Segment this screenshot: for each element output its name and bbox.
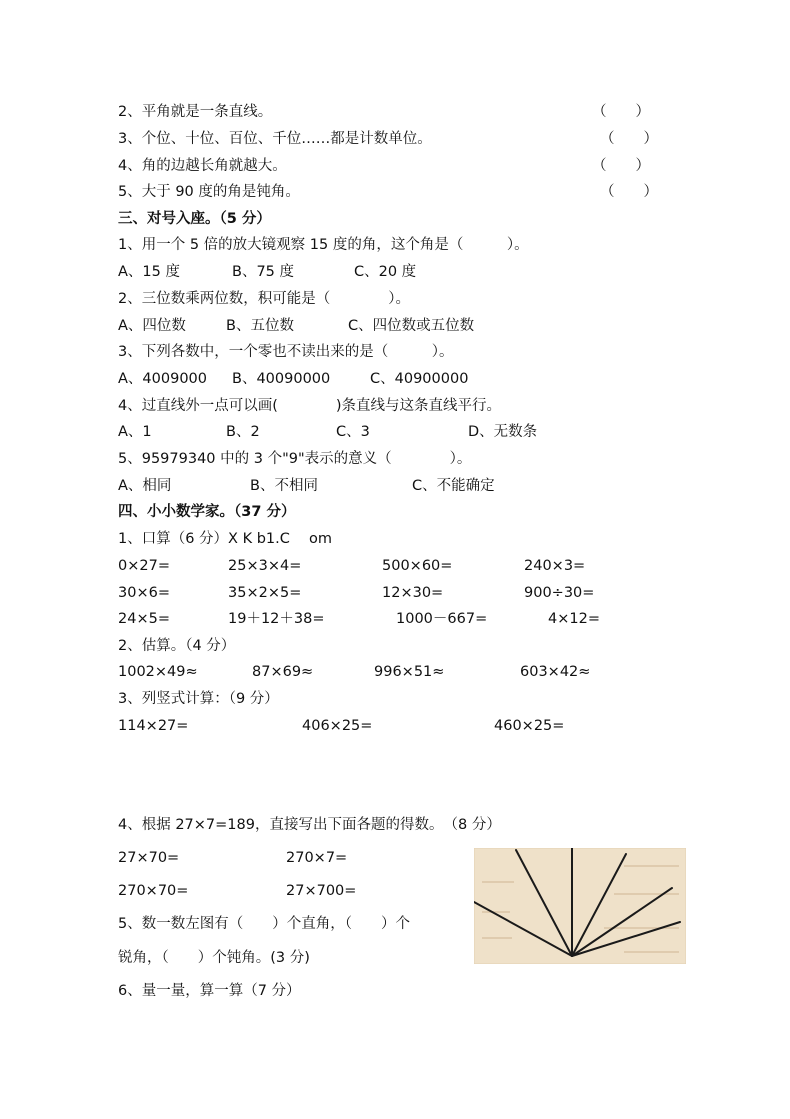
estimate-item: 996×51≈ xyxy=(374,664,445,680)
estimate-item: 1002×49≈ xyxy=(118,664,198,680)
answer-paren[interactable]: （ ） xyxy=(592,158,650,174)
angle-figure xyxy=(474,848,686,964)
option[interactable]: C、40900000 xyxy=(370,371,469,387)
vertical-item: 114×27= xyxy=(118,718,189,734)
estimate-title: 2、估算。（4 分） xyxy=(118,638,236,654)
answer-paren[interactable]: （ ） xyxy=(600,131,658,147)
choice-question-5: 5、95979340 中的 3 个"9"表示的意义（ ）。 xyxy=(118,451,472,467)
question-5-line2: 锐角，（ ）个钝角。(3 分) xyxy=(118,950,310,966)
oral-item: 19＋12＋38= xyxy=(228,611,325,627)
option[interactable]: D、无数条 xyxy=(468,424,538,440)
option[interactable]: A、15 度 xyxy=(118,264,180,280)
direct-answer-item: 27×700= xyxy=(286,883,357,899)
oral-item: 900÷30= xyxy=(524,585,595,601)
judge-item-4: 4、角的边越长角就越大。 xyxy=(118,158,287,174)
option[interactable]: B、五位数 xyxy=(226,318,294,334)
judge-item-5: 5、大于 90 度的角是钝角。 xyxy=(118,184,300,200)
answer-paren[interactable]: （ ） xyxy=(600,184,658,200)
oral-item: 25×3×4= xyxy=(228,558,302,574)
question-6-title: 6、量一量，算一算（7 分） xyxy=(118,983,301,999)
direct-answer-item: 27×70= xyxy=(118,850,180,866)
oral-item: 240×3= xyxy=(524,558,586,574)
oral-item: 4×12= xyxy=(548,611,600,627)
oral-item: 30×6= xyxy=(118,585,170,601)
choice-question-1: 1、用一个 5 倍的放大镜观察 15 度的角，这个角是（ ）。 xyxy=(118,237,529,253)
oral-item: 1000－667= xyxy=(396,611,488,627)
section-4-title: 四、小小数学家。（37 分） xyxy=(118,504,296,520)
option[interactable]: B、75 度 xyxy=(232,264,295,280)
choice-question-4: 4、过直线外一点可以画( )条直线与这条直线平行。 xyxy=(118,398,502,414)
vertical-calc-title: 3、列竖式计算：（9 分） xyxy=(118,691,279,707)
option[interactable]: A、4009000 xyxy=(118,371,207,387)
question-5-line1: 5、数一数左图有（ ）个直角，（ ）个 xyxy=(118,916,410,932)
direct-answer-item: 270×70= xyxy=(118,883,189,899)
oral-item: 500×60= xyxy=(382,558,453,574)
vertical-item: 460×25= xyxy=(494,718,565,734)
option[interactable]: C、20 度 xyxy=(354,264,417,280)
option[interactable]: A、相同 xyxy=(118,478,172,494)
vertical-item: 406×25= xyxy=(302,718,373,734)
oral-item: 12×30= xyxy=(382,585,444,601)
choice-question-3: 3、下列各数中，一个零也不读出来的是（ ）。 xyxy=(118,344,454,360)
question-4-title: 4、根据 27×7=189，直接写出下面各题的得数。 （8 分） xyxy=(118,817,501,833)
option[interactable]: B、不相同 xyxy=(250,478,318,494)
oral-item: 0×27= xyxy=(118,558,170,574)
option[interactable]: C、四位数或五位数 xyxy=(348,318,475,334)
section-3-title: 三、对号入座。（5 分） xyxy=(118,211,271,227)
judge-item-3: 3、个位、十位、百位、千位……都是计数单位。 xyxy=(118,131,432,147)
oral-item: 24×5= xyxy=(118,611,170,627)
choice-question-2: 2、三位数乘两位数，积可能是（ ）。 xyxy=(118,291,410,307)
option[interactable]: C、3 xyxy=(336,424,370,440)
option[interactable]: B、40090000 xyxy=(232,371,331,387)
direct-answer-item: 270×7= xyxy=(286,850,348,866)
estimate-item: 87×69≈ xyxy=(252,664,314,680)
option[interactable]: A、1 xyxy=(118,424,152,440)
oral-calc-title: 1、口算（6 分）X K b1.C om xyxy=(118,531,332,547)
option[interactable]: B、2 xyxy=(226,424,260,440)
estimate-item: 603×42≈ xyxy=(520,664,591,680)
option[interactable]: A、四位数 xyxy=(118,318,186,334)
oral-item: 35×2×5= xyxy=(228,585,302,601)
option[interactable]: C、不能确定 xyxy=(412,478,495,494)
judge-item-2: 2、平角就是一条直线。 xyxy=(118,104,273,120)
answer-paren[interactable]: （ ） xyxy=(592,104,650,120)
